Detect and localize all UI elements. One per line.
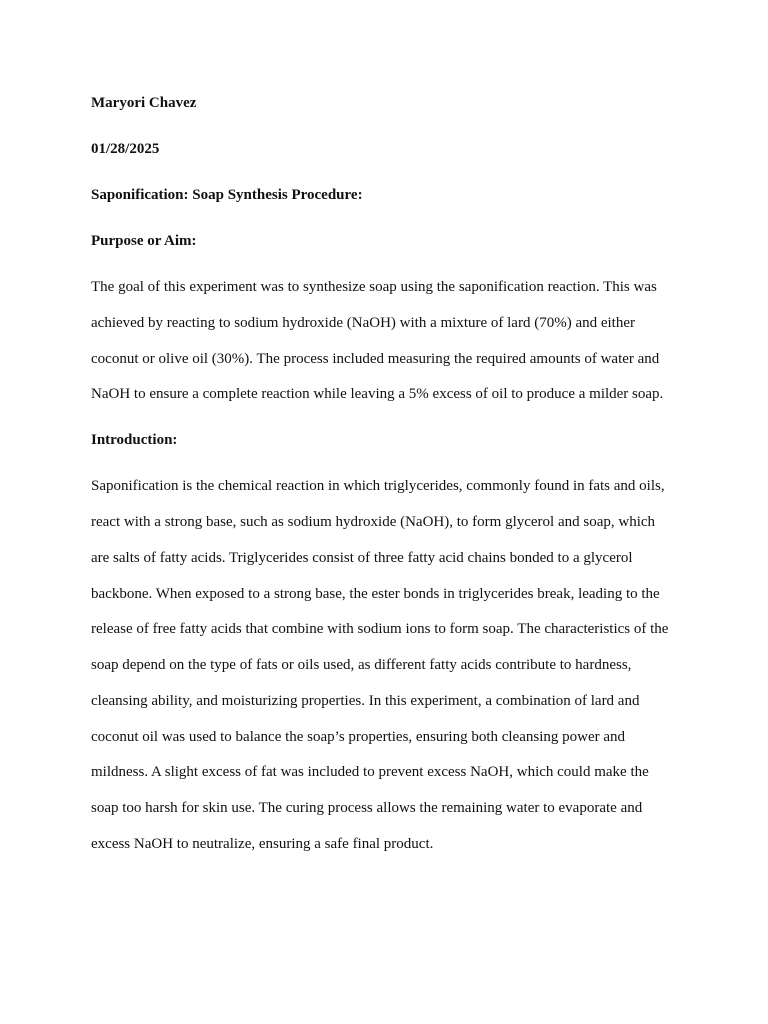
paragraph-line: cleansing ability, and moisturizing properties. In this experiment, a combination of lard and [91,692,640,709]
document-body [91,86,681,873]
paragraph-line: NaOH to ensure a complete reaction while leaving a 5% excess of oil to produce a milder soap. [91,386,664,403]
paragraph-line: are salts of fatty acids. Triglycerides consist of three fatty acid chains bonded to a glycerol [91,549,633,566]
section-heading-purpose: Purpose or Aim: [91,232,197,249]
paragraph-line: soap too harsh for skin use. The curing process allows the remaining water to evaporate and [91,800,643,817]
paragraph-line: coconut oil was used to balance the soap’s properties, ensuring both cleansing power and [91,728,626,745]
section-paragraph-introduction [91,469,681,873]
paragraph-line: Saponification is the chemical reaction in which triglycerides, commonly found in fats and oils, [91,478,665,495]
document-title: Saponification: Soap Synthesis Procedure: [91,186,363,203]
paragraph-line: coconut or olive oil (30%). The process included measuring the required amounts of water and [91,350,660,367]
paragraph-line: The goal of this experiment was to synthesize soap using the saponification reaction. This was [91,278,657,295]
paragraph-line: backbone. When exposed to a strong base, the ester bonds in triglycerides break, leading to the [91,585,660,602]
paragraph-line: react with a strong base, such as sodium hydroxide (NaOH), to form glycerol and soap, which [91,513,656,530]
paragraph-line: soap depend on the type of fats or oils used, as different fatty acids contribute to hardness, [91,657,632,674]
section-paragraph-purpose [91,270,681,423]
author-name: Maryori Chavez [91,95,197,111]
paragraph-line: release of free fatty acids that combine with sodium ions to form soap. The characteristics of the [91,621,669,638]
paragraph-line: mildness. A slight excess of fat was included to prevent excess NaOH, which could make the [91,764,649,781]
paragraph-line: excess NaOH to neutralize, ensuring a safe final product. [91,836,434,853]
document-date: 01/28/2025 [91,140,160,157]
paragraph-line: achieved by reacting to sodium hydroxide (NaOH) with a mixture of lard (70%) and either [91,314,635,331]
section-heading-introduction: Introduction: [91,432,178,449]
